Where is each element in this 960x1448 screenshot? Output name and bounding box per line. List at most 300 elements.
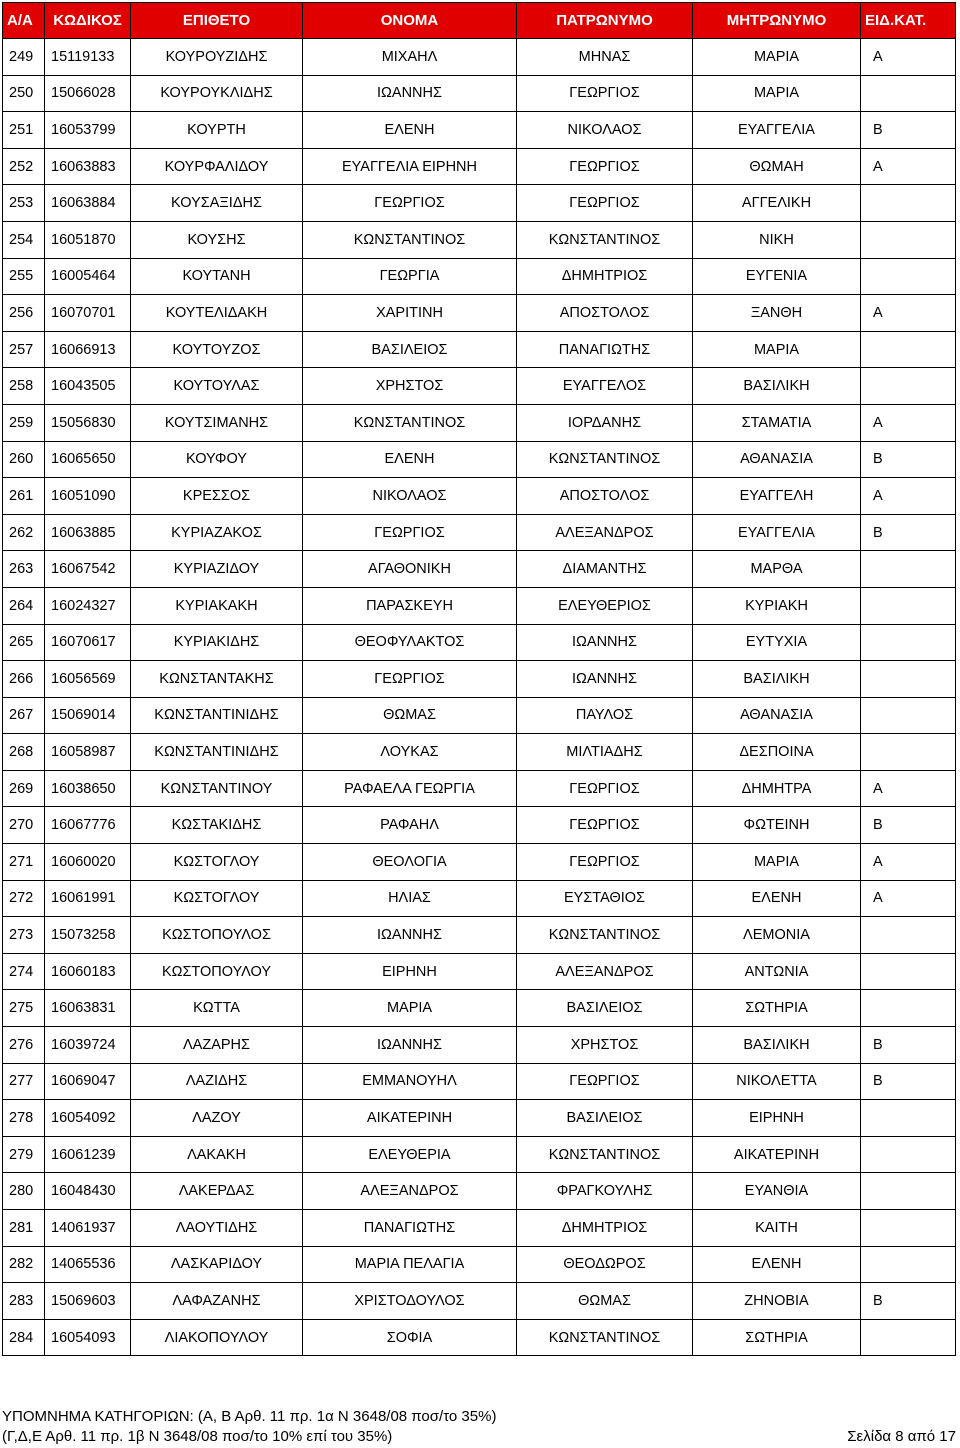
cell-special-category [861,1246,956,1283]
cell-row-number: 271 [3,844,45,881]
cell-row-number: 254 [3,221,45,258]
table-row [3,148,956,185]
cell-row-number: 270 [3,807,45,844]
table-row [3,1136,956,1173]
table-row [3,661,956,698]
cell-code: 16024327 [45,587,131,624]
header-mother-name: ΜΗΤΡΩΝΥΜΟ [693,3,861,39]
cell-special-category: Β [861,1283,956,1320]
table-row [3,697,956,734]
cell-father-name: ΕΥΣΤΑΘΙΟΣ [517,880,693,917]
cell-surname: ΚΩΣΤΟΠΟΥΛΟΣ [131,917,303,954]
cell-surname: ΛΑΚΕΡΔΑΣ [131,1173,303,1210]
cell-mother-name: ΑΘΑΝΑΣΙΑ [693,697,861,734]
cell-special-category [861,1136,956,1173]
cell-row-number: 263 [3,551,45,588]
cell-surname: ΚΟΥΤΟΥΖΟΣ [131,331,303,368]
legend-line-1: ΥΠΟΜΝΗΜΑ ΚΑΤΗΓΟΡΙΩΝ: (Α, Β Αρθ. 11 πρ. 1α Ν 3648/08 ποσ/το 35%) [2,1408,497,1425]
cell-first-name: ΡΑΦΑΕΛΑ ΓΕΩΡΓΙΑ [303,770,517,807]
cell-row-number: 249 [3,39,45,76]
cell-surname: ΚΟΥΡΟΥΚΛΙΔΗΣ [131,75,303,112]
cell-code: 16051870 [45,221,131,258]
cell-code: 16056569 [45,661,131,698]
cell-surname: ΚΩΣΤΑΚΙΔΗΣ [131,807,303,844]
cell-code: 16067776 [45,807,131,844]
cell-row-number: 266 [3,661,45,698]
cell-special-category: Α [861,404,956,441]
cell-father-name: ΧΡΗΣΤΟΣ [517,1027,693,1064]
cell-special-category [861,221,956,258]
table-row [3,1100,956,1137]
cell-first-name: ΕΜΜΑΝΟΥΗΛ [303,1063,517,1100]
cell-special-category [861,953,956,990]
cell-father-name: ΓΕΩΡΓΙΟΣ [517,807,693,844]
cell-first-name: ΘΕΟΦΥΛΑΚΤΟΣ [303,624,517,661]
header-row [3,3,956,39]
cell-father-name: ΙΩΑΝΝΗΣ [517,624,693,661]
cell-surname: ΚΟΥΡΟΥΖΙΔΗΣ [131,39,303,76]
cell-code: 16061991 [45,880,131,917]
cell-code: 16069047 [45,1063,131,1100]
cell-father-name: ΜΗΝΑΣ [517,39,693,76]
cell-first-name: ΠΑΡΑΣΚΕΥΗ [303,587,517,624]
cell-surname: ΚΥΡΙΑΖΑΚΟΣ [131,514,303,551]
cell-row-number: 253 [3,185,45,222]
cell-first-name: ΙΩΑΝΝΗΣ [303,917,517,954]
table-row [3,221,956,258]
cell-special-category [861,917,956,954]
cell-surname: ΚΟΥΡΤΗ [131,112,303,149]
cell-code: 16051090 [45,478,131,515]
cell-first-name: ΘΕΟΛΟΓΙΑ [303,844,517,881]
cell-father-name: ΠΑΥΛΟΣ [517,697,693,734]
cell-special-category [861,1319,956,1356]
cell-father-name: ΚΩΝΣΤΑΝΤΙΝΟΣ [517,1136,693,1173]
table-row [3,112,956,149]
cell-mother-name: ΕΥΓΕΝΙΑ [693,258,861,295]
cell-father-name: ΕΥΑΓΓΕΛΟΣ [517,368,693,405]
cell-father-name: ΚΩΝΣΤΑΝΤΙΝΟΣ [517,441,693,478]
cell-row-number: 268 [3,734,45,771]
cell-surname: ΚΟΥΣΑΞΙΔΗΣ [131,185,303,222]
cell-mother-name: ΒΑΣΙΛΙΚΗ [693,368,861,405]
cell-surname: ΚΩΝΣΤΑΝΤΙΝΙΔΗΣ [131,734,303,771]
cell-mother-name: ΕΥΑΓΓΕΛΙΑ [693,112,861,149]
cell-father-name: ΙΟΡΔΑΝΗΣ [517,404,693,441]
cell-special-category: Β [861,1027,956,1064]
cell-surname: ΚΟΥΤΟΥΛΑΣ [131,368,303,405]
cell-special-category [861,734,956,771]
cell-code: 16043505 [45,368,131,405]
table-row [3,1027,956,1064]
cell-surname: ΚΩΣΤΟΓΛΟΥ [131,880,303,917]
cell-row-number: 259 [3,404,45,441]
cell-first-name: ΧΡΗΣΤΟΣ [303,368,517,405]
cell-special-category: Β [861,1063,956,1100]
cell-mother-name: ΕΥΑΓΓΕΛΗ [693,478,861,515]
cell-row-number: 281 [3,1210,45,1247]
table-row [3,368,956,405]
cell-special-category [861,697,956,734]
cell-first-name: ΜΙΧΑΗΛ [303,39,517,76]
cell-first-name: ΙΩΑΝΝΗΣ [303,75,517,112]
cell-first-name: ΕΥΑΓΓΕΛΙΑ ΕΙΡΗΝΗ [303,148,517,185]
cell-father-name: ΜΙΛΤΙΑΔΗΣ [517,734,693,771]
cell-row-number: 284 [3,1319,45,1356]
cell-special-category: Β [861,514,956,551]
cell-surname: ΛΑΖΑΡΗΣ [131,1027,303,1064]
cell-code: 15119133 [45,39,131,76]
cell-row-number: 265 [3,624,45,661]
table-row [3,514,956,551]
cell-first-name: ΘΩΜΑΣ [303,697,517,734]
cell-row-number: 257 [3,331,45,368]
table-row [3,844,956,881]
cell-surname: ΚΥΡΙΑΖΙΔΟΥ [131,551,303,588]
cell-first-name: ΧΑΡΙΤΙΝΗ [303,295,517,332]
cell-surname: ΛΑΣΚΑΡΙΔΟΥ [131,1246,303,1283]
cell-mother-name: ΕΛΕΝΗ [693,880,861,917]
cell-special-category [861,185,956,222]
cell-row-number: 255 [3,258,45,295]
cell-mother-name: ΑΙΚΑΤΕΡΙΝΗ [693,1136,861,1173]
cell-first-name: ΓΕΩΡΓΙΟΣ [303,514,517,551]
cell-first-name: ΜΑΡΙΑ ΠΕΛΑΓΙΑ [303,1246,517,1283]
cell-mother-name: ΜΑΡΙΑ [693,331,861,368]
cell-special-category: Β [861,441,956,478]
cell-mother-name: ΕΛΕΝΗ [693,1246,861,1283]
cell-mother-name: ΜΑΡΙΑ [693,75,861,112]
cell-code: 16061239 [45,1136,131,1173]
cell-mother-name: ΘΩΜΑΗ [693,148,861,185]
cell-mother-name: ΑΓΓΕΛΙΚΗ [693,185,861,222]
cell-father-name: ΚΩΝΣΤΑΝΤΙΝΟΣ [517,221,693,258]
table-row [3,331,956,368]
cell-code: 14061937 [45,1210,131,1247]
cell-special-category [861,75,956,112]
cell-row-number: 250 [3,75,45,112]
cell-first-name: ΕΛΕΥΘΕΡΙΑ [303,1136,517,1173]
cell-first-name: ΛΟΥΚΑΣ [303,734,517,771]
cell-code: 16005464 [45,258,131,295]
cell-mother-name: ΒΑΣΙΛΙΚΗ [693,1027,861,1064]
cell-mother-name: ΣΩΤΗΡΙΑ [693,1319,861,1356]
cell-mother-name: ΕΥΤΥΧΙΑ [693,624,861,661]
cell-first-name: ΝΙΚΟΛΑΟΣ [303,478,517,515]
cell-row-number: 260 [3,441,45,478]
cell-first-name: ΕΛΕΝΗ [303,112,517,149]
cell-father-name: ΝΙΚΟΛΑΟΣ [517,112,693,149]
cell-mother-name: ΝΙΚΟΛΕΤΤΑ [693,1063,861,1100]
cell-surname: ΛΑΟΥΤΙΔΗΣ [131,1210,303,1247]
header-surname: ΕΠΙΘΕΤΟ [131,3,303,39]
cell-code: 16038650 [45,770,131,807]
table-row [3,1246,956,1283]
cell-first-name: ΠΑΝΑΓΙΩΤΗΣ [303,1210,517,1247]
cell-row-number: 261 [3,478,45,515]
table-row [3,258,956,295]
cell-surname: ΚΩΝΣΤΑΝΤΙΝΙΔΗΣ [131,697,303,734]
table-row [3,990,956,1027]
cell-mother-name: ΑΝΤΩΝΙΑ [693,953,861,990]
cell-row-number: 283 [3,1283,45,1320]
header-name: ΟΝΟΜΑ [303,3,517,39]
cell-special-category [861,1100,956,1137]
cell-mother-name: ΜΑΡΙΑ [693,844,861,881]
cell-special-category [861,990,956,1027]
cell-special-category: Α [861,295,956,332]
cell-mother-name: ΚΥΡΙΑΚΗ [693,587,861,624]
cell-father-name: ΓΕΩΡΓΙΟΣ [517,75,693,112]
page-number: Σελίδα 8 από 17 [847,1428,956,1445]
cell-surname: ΚΡΕΣΣΟΣ [131,478,303,515]
cell-father-name: ΓΕΩΡΓΙΟΣ [517,770,693,807]
cell-mother-name: ΒΑΣΙΛΙΚΗ [693,661,861,698]
cell-special-category: Α [861,148,956,185]
cell-surname: ΚΩΣΤΟΠΟΥΛΟΥ [131,953,303,990]
cell-first-name: ΙΩΑΝΝΗΣ [303,1027,517,1064]
cell-row-number: 276 [3,1027,45,1064]
cell-code: 16067542 [45,551,131,588]
cell-mother-name: ΝΙΚΗ [693,221,861,258]
table-row [3,478,956,515]
cell-code: 16039724 [45,1027,131,1064]
cell-first-name: ΑΛΕΞΑΝΔΡΟΣ [303,1173,517,1210]
cell-special-category [861,1210,956,1247]
cell-father-name: ΔΗΜΗΤΡΙΟΣ [517,1210,693,1247]
cell-code: 16060020 [45,844,131,881]
cell-code: 16054093 [45,1319,131,1356]
cell-special-category: Α [861,844,956,881]
cell-surname: ΚΟΥΤΣΙΜΑΝΗΣ [131,404,303,441]
cell-first-name: ΑΓΑΘΟΝΙΚΗ [303,551,517,588]
cell-code: 16070701 [45,295,131,332]
cell-code: 15069603 [45,1283,131,1320]
table-row [3,551,956,588]
cell-mother-name: ΕΥΑΓΓΕΛΙΑ [693,514,861,551]
cell-father-name: ΓΕΩΡΓΙΟΣ [517,185,693,222]
cell-mother-name: ΔΗΜΗΤΡΑ [693,770,861,807]
cell-first-name: ΓΕΩΡΓΙΑ [303,258,517,295]
table-row [3,404,956,441]
cell-father-name: ΑΠΟΣΤΟΛΟΣ [517,478,693,515]
cell-special-category [861,624,956,661]
table-row [3,39,956,76]
cell-special-category [861,331,956,368]
cell-father-name: ΒΑΣΙΛΕΙΟΣ [517,1100,693,1137]
cell-mother-name: ΦΩΤΕΙΝΗ [693,807,861,844]
cell-father-name: ΑΛΕΞΑΝΔΡΟΣ [517,514,693,551]
cell-special-category: Α [861,478,956,515]
cell-father-name: ΓΕΩΡΓΙΟΣ [517,148,693,185]
cell-special-category [861,258,956,295]
table-row [3,587,956,624]
cell-row-number: 278 [3,1100,45,1137]
cell-mother-name: ΕΙΡΗΝΗ [693,1100,861,1137]
cell-special-category: Α [861,770,956,807]
cell-special-category: Α [861,880,956,917]
cell-special-category [861,661,956,698]
cell-first-name: ΜΑΡΙΑ [303,990,517,1027]
table-row [3,807,956,844]
cell-row-number: 251 [3,112,45,149]
table-body [3,39,956,1356]
cell-surname: ΚΟΥΤΕΛΙΔΑΚΗ [131,295,303,332]
cell-surname: ΚΩΤΤΑ [131,990,303,1027]
cell-father-name: ΕΛΕΥΘΕΡΙΟΣ [517,587,693,624]
cell-code: 15073258 [45,917,131,954]
cell-first-name: ΕΛΕΝΗ [303,441,517,478]
cell-father-name: ΓΕΩΡΓΙΟΣ [517,1063,693,1100]
cell-code: 16063831 [45,990,131,1027]
cell-row-number: 273 [3,917,45,954]
cell-first-name: ΚΩΝΣΤΑΝΤΙΝΟΣ [303,221,517,258]
cell-first-name: ΣΟΦΙΑ [303,1319,517,1356]
cell-code: 16054092 [45,1100,131,1137]
table-row [3,1319,956,1356]
cell-row-number: 272 [3,880,45,917]
cell-row-number: 282 [3,1246,45,1283]
table-row [3,1173,956,1210]
cell-mother-name: ΑΘΑΝΑΣΙΑ [693,441,861,478]
cell-row-number: 256 [3,295,45,332]
cell-father-name: ΚΩΝΣΤΑΝΤΙΝΟΣ [517,1319,693,1356]
table-row [3,624,956,661]
cell-code: 16060183 [45,953,131,990]
cell-code: 16048430 [45,1173,131,1210]
cell-row-number: 267 [3,697,45,734]
cell-father-name: ΠΑΝΑΓΙΩΤΗΣ [517,331,693,368]
cell-father-name: ΑΠΟΣΤΟΛΟΣ [517,295,693,332]
cell-code: 16063883 [45,148,131,185]
cell-mother-name: ΖΗΝΟΒΙΑ [693,1283,861,1320]
table-row [3,441,956,478]
cell-row-number: 252 [3,148,45,185]
table-row [3,880,956,917]
header-code: ΚΩΔΙΚΟΣ [45,3,131,39]
cell-code: 15069014 [45,697,131,734]
cell-surname: ΛΑΚΑΚΗ [131,1136,303,1173]
cell-surname: ΚΥΡΙΑΚΑΚΗ [131,587,303,624]
cell-surname: ΚΟΥΤΑΝΗ [131,258,303,295]
cell-mother-name: ΚΑΙΤΗ [693,1210,861,1247]
header-aa: Α/Α [3,3,45,39]
table-row [3,1210,956,1247]
cell-row-number: 277 [3,1063,45,1100]
cell-first-name: ΓΕΩΡΓΙΟΣ [303,661,517,698]
cell-code: 15066028 [45,75,131,112]
cell-surname: ΚΩΣΤΟΓΛΟΥ [131,844,303,881]
cell-code: 16070617 [45,624,131,661]
cell-surname: ΚΩΝΣΤΑΝΤΙΝΟΥ [131,770,303,807]
cell-father-name: ΒΑΣΙΛΕΙΟΣ [517,990,693,1027]
cell-first-name: ΑΙΚΑΤΕΡΙΝΗ [303,1100,517,1137]
cell-father-name: ΑΛΕΞΑΝΔΡΟΣ [517,953,693,990]
cell-special-category [861,551,956,588]
results-table [2,2,956,1356]
cell-code: 16063885 [45,514,131,551]
cell-code: 16063884 [45,185,131,222]
cell-father-name: ΔΙΑΜΑΝΤΗΣ [517,551,693,588]
cell-mother-name: ΣΩΤΗΡΙΑ [693,990,861,1027]
cell-first-name: ΧΡΙΣΤΟΔΟΥΛΟΣ [303,1283,517,1320]
cell-surname: ΛΙΑΚΟΠΟΥΛΟΥ [131,1319,303,1356]
table-row [3,953,956,990]
cell-row-number: 274 [3,953,45,990]
cell-father-name: ΔΗΜΗΤΡΙΟΣ [517,258,693,295]
cell-first-name: ΕΙΡΗΝΗ [303,953,517,990]
cell-code: 14065536 [45,1246,131,1283]
cell-first-name: ΒΑΣΙΛΕΙΟΣ [303,331,517,368]
cell-father-name: ΚΩΝΣΤΑΝΤΙΝΟΣ [517,917,693,954]
cell-special-category [861,368,956,405]
cell-code: 16053799 [45,112,131,149]
cell-mother-name: ΜΑΡΙΑ [693,39,861,76]
cell-father-name: ΙΩΑΝΝΗΣ [517,661,693,698]
cell-row-number: 269 [3,770,45,807]
cell-surname: ΚΟΥΡΦΑΛΙΔΟΥ [131,148,303,185]
cell-row-number: 264 [3,587,45,624]
table-row [3,1063,956,1100]
cell-code: 16058987 [45,734,131,771]
cell-father-name: ΦΡΑΓΚΟΥΛΗΣ [517,1173,693,1210]
cell-surname: ΛΑΖΟΥ [131,1100,303,1137]
cell-mother-name: ΕΥΑΝΘΙΑ [693,1173,861,1210]
cell-first-name: ΗΛΙΑΣ [303,880,517,917]
cell-surname: ΛΑΦΑΖΑΝΗΣ [131,1283,303,1320]
cell-code: 16065650 [45,441,131,478]
cell-row-number: 279 [3,1136,45,1173]
table-row [3,75,956,112]
cell-row-number: 275 [3,990,45,1027]
cell-father-name: ΘΕΟΔΩΡΟΣ [517,1246,693,1283]
cell-special-category [861,1173,956,1210]
cell-mother-name: ΞΑΝΘΗ [693,295,861,332]
cell-code: 16066913 [45,331,131,368]
cell-father-name: ΓΕΩΡΓΙΟΣ [517,844,693,881]
table-row [3,770,956,807]
legend-line-2: (Γ,Δ,Ε Αρθ. 11 πρ. 1β Ν 3648/08 ποσ/το 10% επί του 35%) [2,1428,393,1445]
header-father-name: ΠΑΤΡΩΝΥΜΟ [517,3,693,39]
table-row [3,917,956,954]
cell-row-number: 262 [3,514,45,551]
cell-first-name: ΚΩΝΣΤΑΝΤΙΝΟΣ [303,404,517,441]
table-row [3,1283,956,1320]
cell-surname: ΛΑΖΙΔΗΣ [131,1063,303,1100]
cell-special-category: Β [861,807,956,844]
cell-special-category [861,587,956,624]
cell-special-category: Β [861,112,956,149]
cell-mother-name: ΛΕΜΟΝΙΑ [693,917,861,954]
table-row [3,734,956,771]
cell-mother-name: ΜΑΡΘΑ [693,551,861,588]
table-row [3,185,956,222]
cell-first-name: ΓΕΩΡΓΙΟΣ [303,185,517,222]
cell-mother-name: ΔΕΣΠΟΙΝΑ [693,734,861,771]
cell-surname: ΚΥΡΙΑΚΙΔΗΣ [131,624,303,661]
cell-mother-name: ΣΤΑΜΑΤΙΑ [693,404,861,441]
cell-surname: ΚΩΝΣΤΑΝΤΑΚΗΣ [131,661,303,698]
header-special-category: ΕΙΔ.ΚΑΤ. [861,3,956,39]
cell-special-category: Α [861,39,956,76]
cell-row-number: 280 [3,1173,45,1210]
cell-code: 15056830 [45,404,131,441]
cell-surname: ΚΟΥΣΗΣ [131,221,303,258]
cell-row-number: 258 [3,368,45,405]
cell-first-name: ΡΑΦΑΗΛ [303,807,517,844]
cell-father-name: ΘΩΜΑΣ [517,1283,693,1320]
cell-surname: ΚΟΥΦΟΥ [131,441,303,478]
